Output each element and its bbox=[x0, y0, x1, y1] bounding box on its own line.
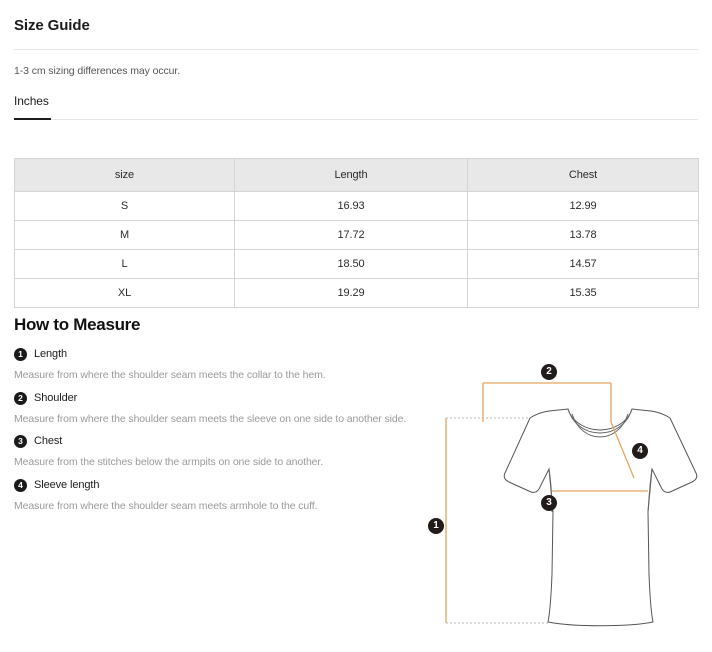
table-row bbox=[15, 221, 699, 250]
cell-chest: 13.78 bbox=[468, 221, 699, 250]
cell-chest: 12.99 bbox=[468, 192, 699, 221]
diagram-badge-1-icon: 1 bbox=[428, 518, 444, 534]
tab-inches[interactable]: Inches bbox=[14, 94, 49, 108]
cell-length: 17.72 bbox=[235, 221, 468, 250]
cell-size: S bbox=[15, 192, 235, 221]
measure-label: Sleeve length bbox=[34, 479, 100, 491]
measure-heading bbox=[14, 478, 317, 492]
measure-item-sleeve-length bbox=[14, 478, 317, 512]
measure-description: Measure from where the shoulder seam meets armhole to the cuff. bbox=[14, 500, 318, 512]
table-header-row bbox=[15, 159, 699, 192]
measure-item-chest bbox=[14, 434, 323, 468]
cell-size: XL bbox=[15, 279, 235, 308]
measure-label: Shoulder bbox=[34, 392, 78, 404]
measure-heading bbox=[14, 434, 323, 448]
how-to-measure-title: How to Measure bbox=[14, 315, 141, 334]
column-header-length: Length bbox=[235, 159, 468, 192]
column-header-size: size bbox=[15, 159, 235, 192]
cell-length: 19.29 bbox=[235, 279, 468, 308]
header-divider bbox=[14, 49, 698, 50]
table-row bbox=[15, 279, 699, 308]
measure-label: Length bbox=[34, 348, 68, 360]
measure-label: Chest bbox=[34, 435, 63, 447]
table-row bbox=[15, 192, 699, 221]
tab-active-indicator bbox=[14, 118, 51, 120]
garment-outline bbox=[504, 409, 697, 626]
column-header-chest: Chest bbox=[468, 159, 699, 192]
measure-description: Measure from the stitches below the armpits on one side to another. bbox=[14, 456, 324, 468]
measure-item-length bbox=[14, 347, 326, 381]
number-badge-3-icon: 3 bbox=[14, 435, 27, 448]
number-badge-2-icon: 2 bbox=[14, 392, 27, 405]
measure-heading bbox=[14, 391, 406, 405]
cell-size: L bbox=[15, 250, 235, 279]
sizing-note: 1-3 cm sizing differences may occur. bbox=[14, 65, 181, 77]
tabs-divider bbox=[14, 119, 698, 120]
cell-size: M bbox=[15, 221, 235, 250]
table-row bbox=[15, 250, 699, 279]
cell-chest: 14.57 bbox=[468, 250, 699, 279]
diagram-badge-2-icon: 2 bbox=[541, 364, 557, 380]
size-chart-table bbox=[14, 158, 699, 308]
cell-length: 16.93 bbox=[235, 192, 468, 221]
tshirt-diagram bbox=[408, 352, 708, 648]
measure-description: Measure from where the shoulder seam meets the sleeve on one side to another side. bbox=[14, 413, 407, 425]
number-badge-1-icon: 1 bbox=[14, 348, 27, 361]
number-badge-4-icon: 4 bbox=[14, 479, 27, 492]
cell-length: 18.50 bbox=[235, 250, 468, 279]
measure-heading bbox=[14, 347, 326, 361]
diagram-badge-4-icon: 4 bbox=[632, 443, 648, 459]
unit-tabs bbox=[14, 94, 698, 120]
tshirt-diagram-svg bbox=[408, 352, 708, 648]
diagram-badge-3-icon: 3 bbox=[541, 495, 557, 511]
page-title: Size Guide bbox=[14, 17, 90, 34]
measure-description: Measure from where the shoulder seam meets the collar to the hem. bbox=[14, 369, 326, 381]
cell-chest: 15.35 bbox=[468, 279, 699, 308]
measure-item-shoulder bbox=[14, 391, 406, 425]
